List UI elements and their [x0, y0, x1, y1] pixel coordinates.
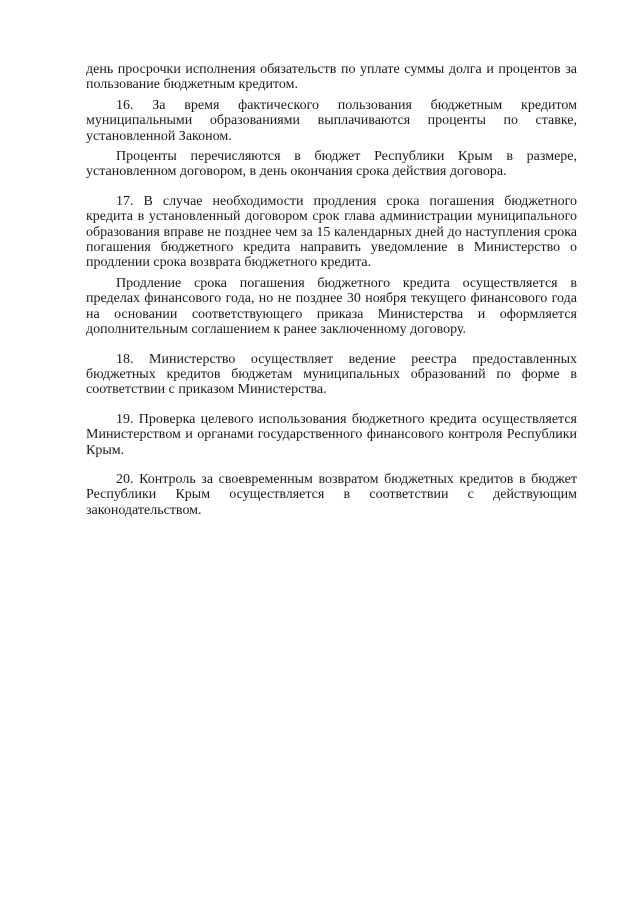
paragraph-20: 20. Контроль за своевременным возвратом бюджетных кредитов в бюджет Республики Крым осуществляется в соответствии с действующим законодательством.: [86, 471, 577, 518]
document-body: [86, 62, 577, 518]
paragraph-16: 16. За время фактического пользования бюджетным кредитом муниципальными образованиями выплачиваются проценты по ставке, установленной Законом.: [86, 97, 577, 144]
paragraph-extension: Продление срока погашения бюджетного кредита осуществляется в пределах финансового года, но не позднее 30 ноября текущего финансового года на основании соответствующего приказа Министерства и оформляется дополнительным соглашением к ранее заключенному договору.: [86, 275, 577, 338]
paragraph-18: 18. Министерство осуществляет ведение реестра предоставленных бюджетных кредитов бюджетам муниципальных образований по форме в соответствии с приказом Министерства.: [86, 351, 577, 398]
paragraph-17: 17. В случае необходимости продления срока погашения бюджетного кредита в установленный договором срок глава администрации муниципального образования вправе не позднее чем за 15 календарных дней до наступления срока погашения бюджетного кредита направить уведомление в Министерство о продлении срока возврата бюджетного кредита.: [86, 193, 577, 271]
paragraph-continuation: день просрочки исполнения обязательств по уплате суммы долга и процентов за пользование бюджетным кредитом.: [86, 62, 577, 93]
paragraph-19: 19. Проверка целевого использования бюджетного кредита осуществляется Министерством и органами государственного финансового контроля Республики Крым.: [86, 411, 577, 458]
paragraph-interest-transfer: Проценты перечисляются в бюджет Республики Крым в размере, установленном договором, в день окончания срока действия договора.: [86, 149, 577, 180]
